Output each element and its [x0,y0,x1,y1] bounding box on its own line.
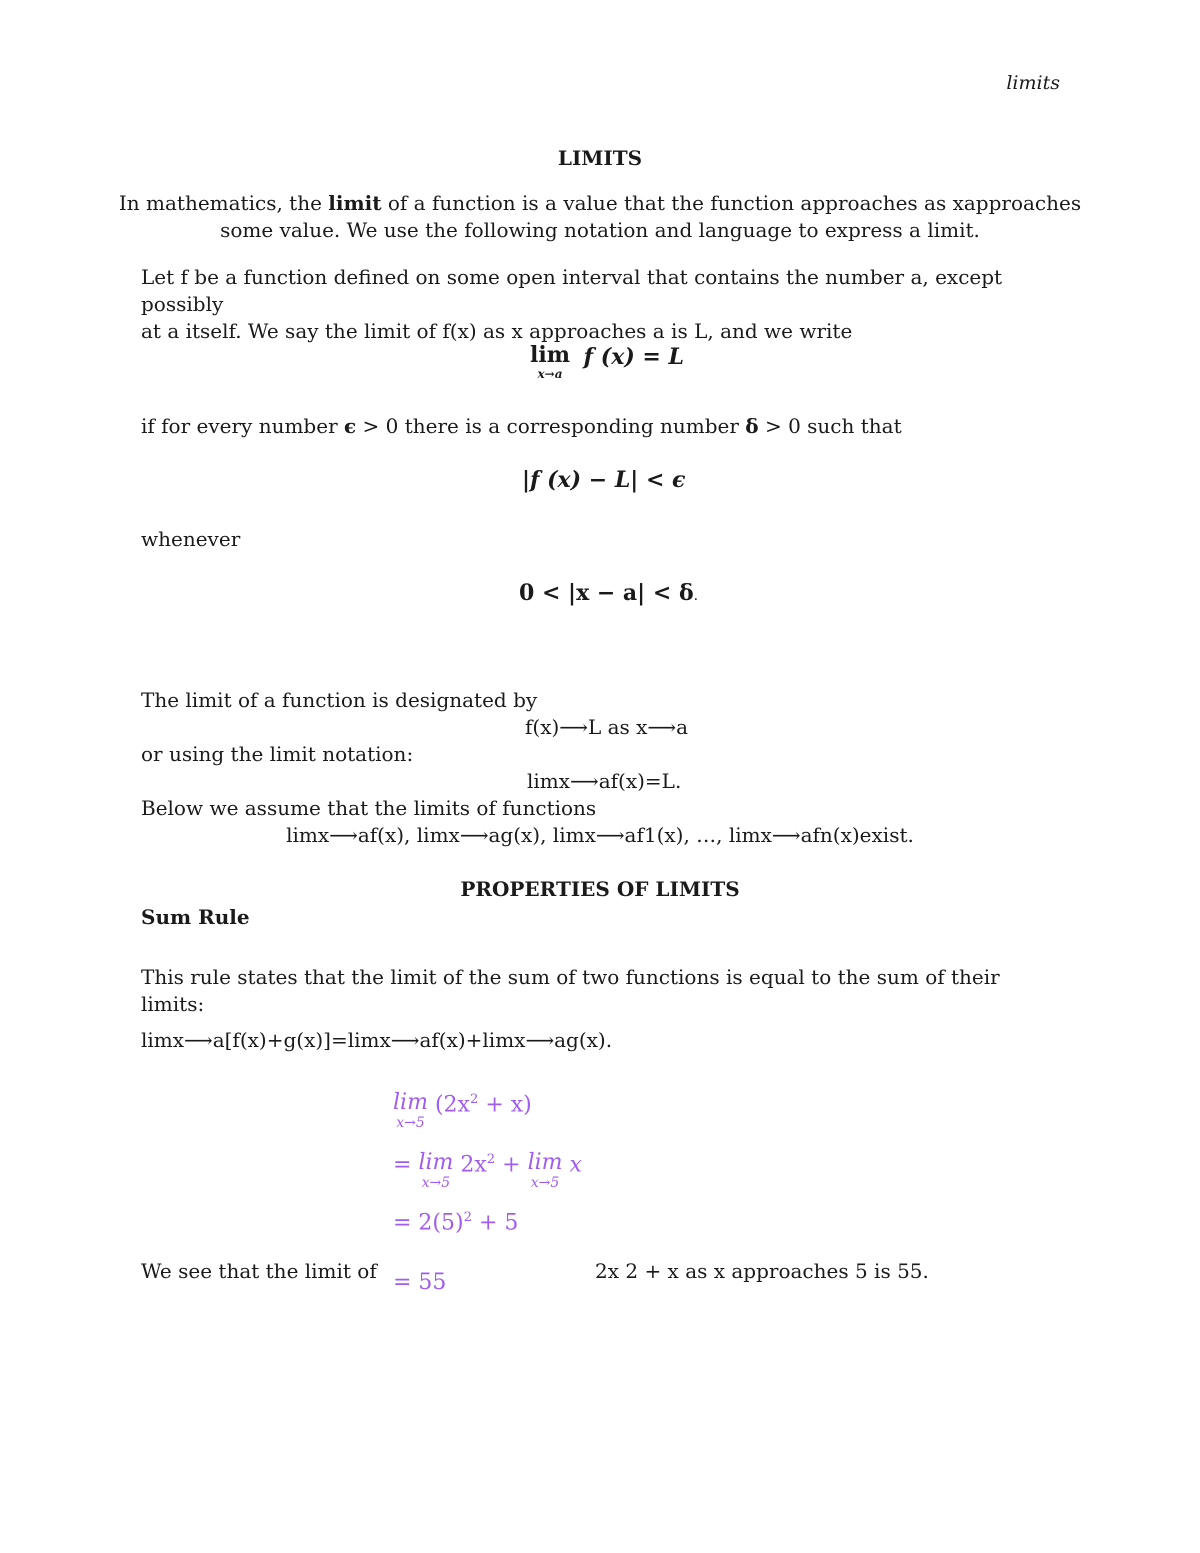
running-header: limits [1006,72,1060,94]
example-lim-sub-3: x→5 [530,1175,560,1191]
lim-body: f (x) = L [583,344,684,370]
example-lim-2 [418,1152,453,1190]
example-row-2-sq: 2 [486,1152,496,1167]
example-row-3 [393,1210,518,1235]
intro-paragraph [0,190,1200,244]
inequality-2-body: 0 < |x − a| < δ [519,580,694,606]
example-lim-sub-1: x→5 [396,1115,425,1131]
conclusion-left: We see that the limit of [141,1259,377,1283]
page-title: LIMITS [557,146,643,170]
example-row-3-sq: 2 [463,1210,472,1225]
lim-operator [530,344,570,380]
example-row-1 [393,1092,532,1130]
sum-rule-formula: limx⟶a[f(x)+g(x)]=limx⟶af(x)+limx⟶ag(x). [141,1028,613,1052]
properties-heading: PROPERTIES OF LIMITS [460,877,740,901]
conclusion-right: 2x 2 + x as x approaches 5 is 55. [595,1259,929,1283]
inequality-2 [519,580,698,606]
designation-line-3: Below we assume that the limits of functions [141,796,597,820]
example-lim-sub-2: x→5 [421,1175,451,1191]
intro-text-b: of a function is a value that the function approaches as xapproaches [381,191,1082,215]
epsilon-delta-line [141,413,902,440]
example-lim-word-2: lim [418,1150,454,1175]
epsilon-symbol: ϵ [344,414,357,438]
designation-notation-2: limx⟶af(x)=L. [527,769,682,793]
whenever-label: whenever [141,527,241,551]
lim-subscript: x→a [537,367,563,381]
example-lim-word-1: lim [393,1090,428,1115]
intro-line-2: some value. We use the following notation and language to express a limit. [220,218,980,242]
example-row-1-expr: (2x [434,1092,470,1118]
example-row-2-eq: = [393,1152,419,1178]
example-row-2-mid: 2x [460,1152,487,1178]
definition-line-2: at a itself. We say the limit of f(x) as x approaches a is L, and we write [141,319,853,343]
delta-symbol: δ [745,414,759,438]
limit-definition-equation [530,344,684,380]
example-row-3-tail: + 5 [471,1210,519,1236]
example-row-3-body: = 2(5) [393,1210,464,1236]
example-row-1-tail: + x) [478,1092,532,1118]
intro-text-a: In mathematics, the [118,191,329,215]
definition-line-1: Let f be a function defined on some open interval that contains the number a, except possibly [141,265,1003,316]
epsilon-text-3: > 0 such that [758,414,902,438]
lim-word: lim [530,342,570,368]
inequality-1: |f (x) − L| < ϵ [522,467,686,493]
example-lim-1 [393,1092,428,1130]
designation-notation-1: f(x)⟶L as x⟶a [525,715,689,739]
example-row-4: = 55 [393,1270,447,1295]
example-row-1-sq: 2 [469,1092,479,1107]
epsilon-text-2: > 0 there is a corresponding number [356,414,746,438]
designation-notation-3: limx⟶af(x), limx⟶ag(x), limx⟶af1(x), …, limx⟶afn(x)exist. [286,823,914,847]
sum-rule-text: This rule states that the limit of the sum of two functions is equal to the sum of their limits: [141,965,1000,1016]
example-lim-3 [528,1152,563,1190]
example-row-2-plus: + [495,1152,528,1178]
epsilon-text-1: if for every number [141,414,344,438]
example-row-2-tail: x [569,1152,582,1178]
sum-rule-title: Sum Rule [141,905,250,929]
example-row-2 [393,1152,582,1190]
designation-line-2: or using the limit notation: [141,742,414,766]
intro-bold-limit: limit [328,191,382,215]
definition-paragraph [141,264,1061,345]
example-lim-word-3: lim [527,1150,563,1175]
designation-line-1: The limit of a function is designated by [141,688,538,712]
inequality-2-dot: . [693,588,699,604]
